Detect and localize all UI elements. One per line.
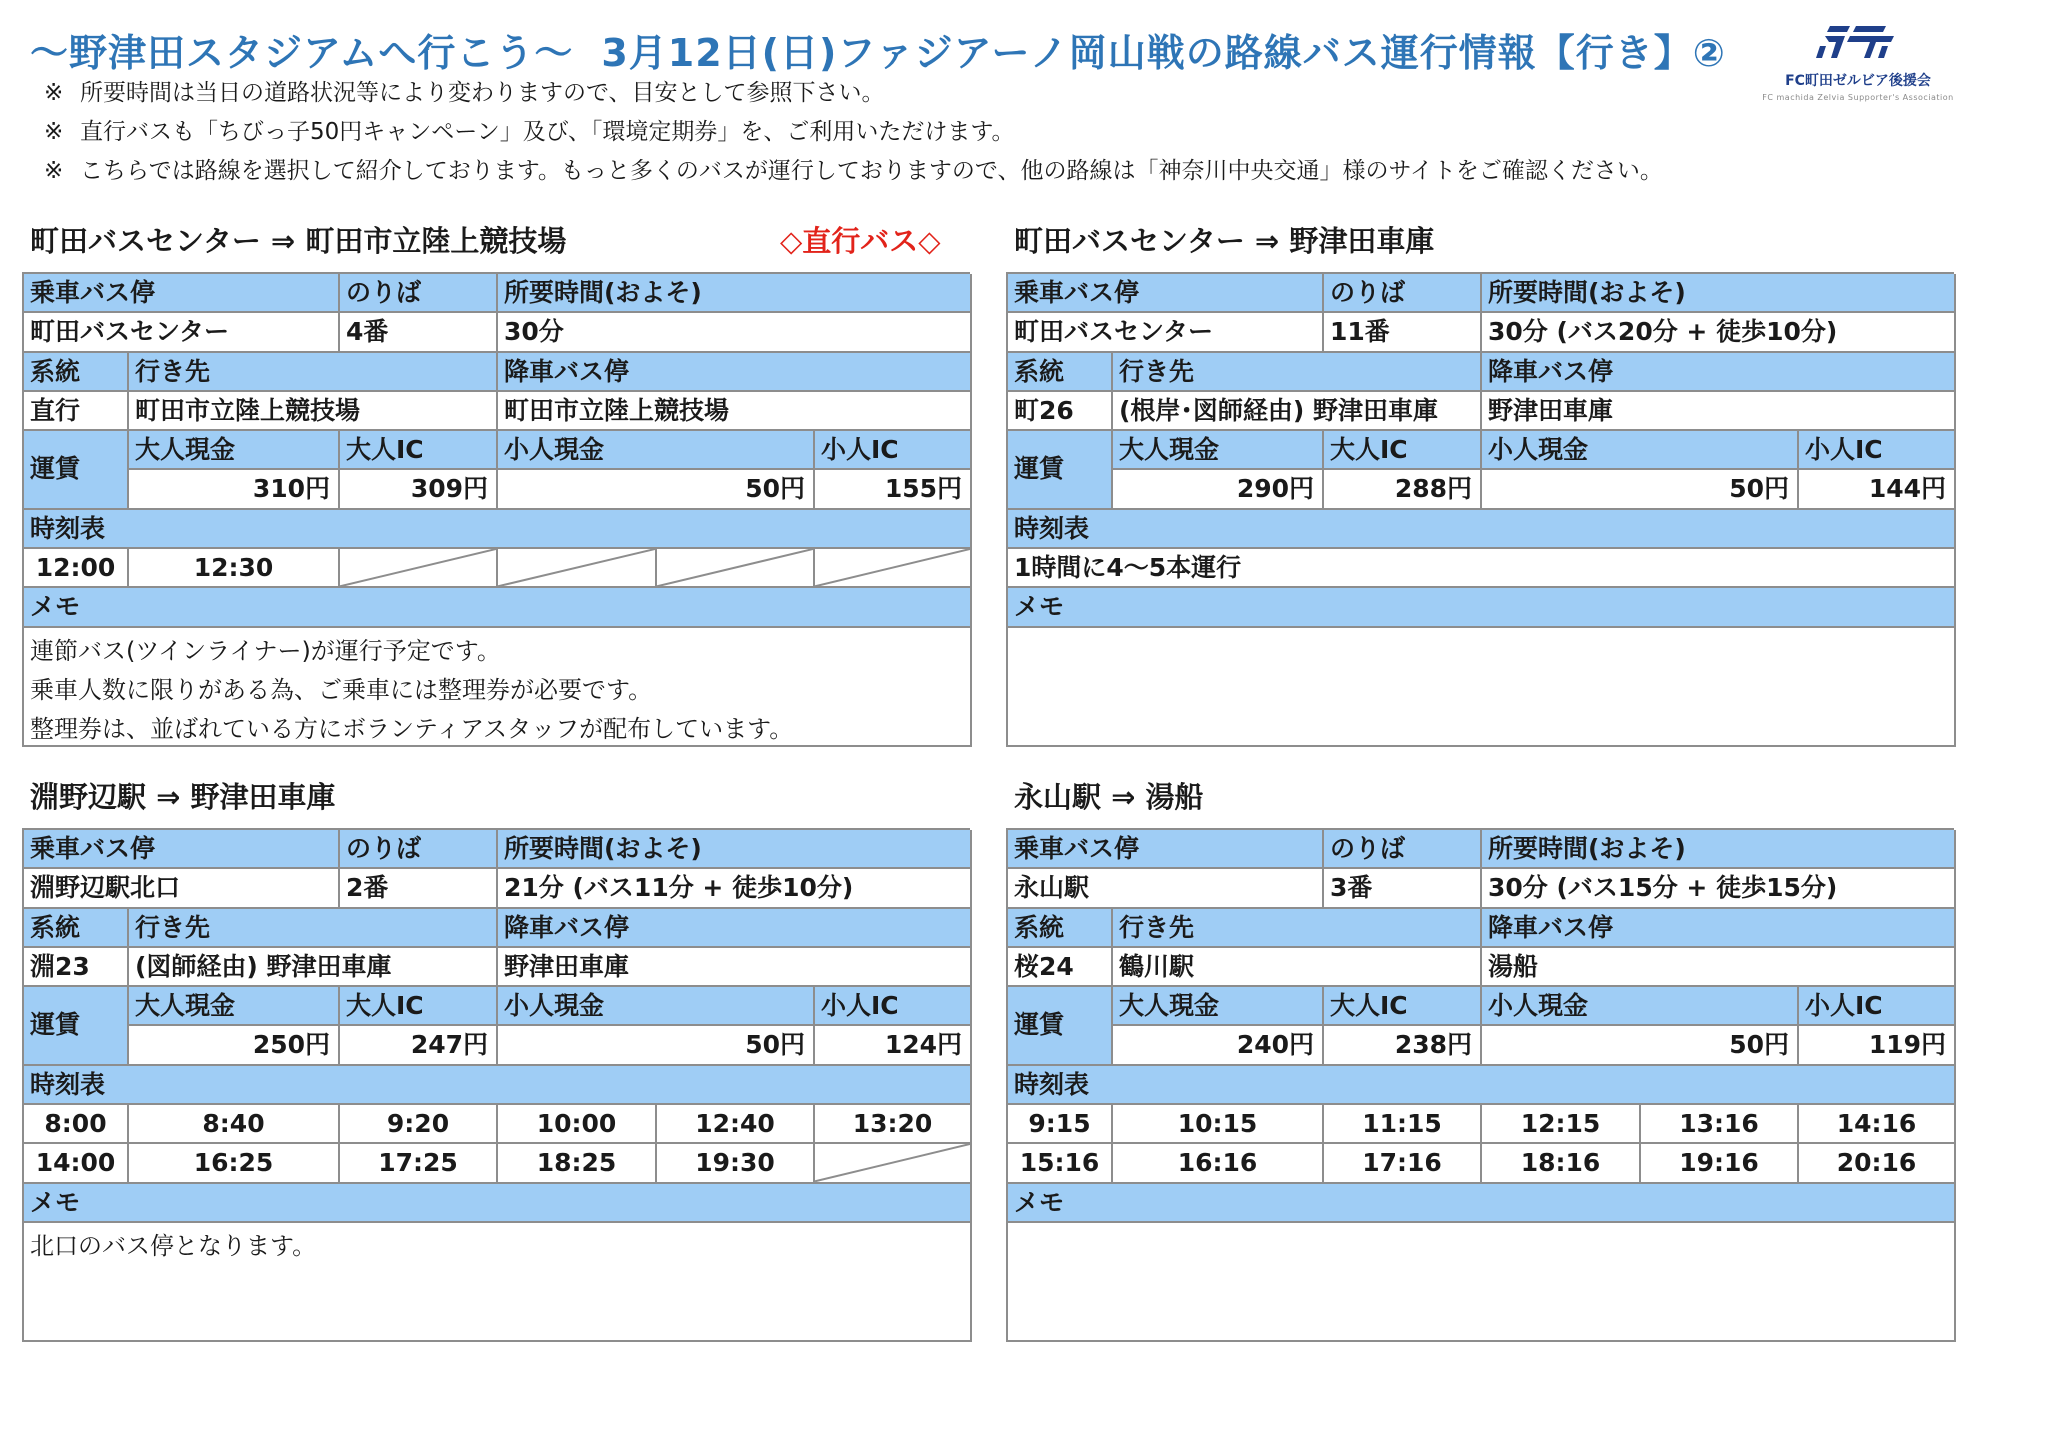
timetable-slot: 8:00: [24, 1105, 129, 1144]
memo-line: 連節バス(ツインライナー)が運行予定です。: [30, 636, 501, 665]
destination-value: (図師経由) 野津田車庫: [129, 948, 498, 987]
adult-ic-label: 大人IC: [1324, 987, 1482, 1026]
timetable-slot: 17:25: [340, 1144, 498, 1183]
association-logo: [1748, 20, 1968, 120]
boarding-stop-value: 永山駅: [1008, 869, 1324, 908]
memo-label: メモ: [24, 1184, 972, 1223]
adult-ic-value: 288円: [1324, 470, 1482, 509]
line-label: 系統: [24, 353, 129, 392]
adult-cash-label: 大人現金: [1113, 987, 1324, 1026]
line-value: 直行: [24, 392, 129, 431]
duration-label: 所要時間(およそ): [1482, 830, 1956, 869]
memo-label: メモ: [1008, 1184, 1956, 1223]
destination-label: 行き先: [129, 909, 498, 948]
alighting-stop-label: 降車バス停: [498, 353, 972, 392]
adult-ic-label: 大人IC: [1324, 431, 1482, 470]
route-panel: [1006, 828, 1954, 1342]
timetable-slot: 9:20: [340, 1105, 498, 1144]
destination-label: 行き先: [1113, 353, 1482, 392]
duration-label: 所要時間(およそ): [1482, 274, 1956, 313]
timetable-empty-slot: [657, 549, 815, 588]
adult-cash-value: 240円: [1113, 1026, 1324, 1065]
memo-line: 乗車人数に限りがある為、ご乗車には整理券が必要です。: [30, 675, 653, 704]
adult-ic-label: 大人IC: [340, 987, 498, 1026]
timetable-slot: 12:30: [129, 549, 340, 588]
line-value: 淵23: [24, 948, 129, 987]
timetable-slot: 17:16: [1324, 1144, 1482, 1183]
timetable-slot: 8:40: [129, 1105, 340, 1144]
route-panel: [22, 272, 970, 747]
machida-emblem-icon: [1816, 20, 1900, 64]
timetable-slot: 12:15: [1482, 1105, 1641, 1144]
timetable-slot: 19:16: [1641, 1144, 1799, 1183]
adult-ic-label: 大人IC: [340, 431, 498, 470]
child-ic-label: 小人IC: [1799, 431, 1956, 470]
timetable-slot: 14:00: [24, 1144, 129, 1183]
child-ic-value: 124円: [815, 1026, 972, 1065]
adult-ic-value: 247円: [340, 1026, 498, 1065]
timetable-slot: 13:16: [1641, 1105, 1799, 1144]
duration-label: 所要時間(およそ): [498, 830, 972, 869]
alighting-stop-value: 野津田車庫: [1482, 392, 1956, 431]
child-cash-value: 50円: [498, 470, 815, 509]
timetable-slot: 16:16: [1113, 1144, 1324, 1183]
alighting-stop-value: 野津田車庫: [498, 948, 972, 987]
note-item: [44, 152, 1663, 191]
child-ic-value: 119円: [1799, 1026, 1956, 1065]
adult-ic-value: 309円: [340, 470, 498, 509]
boarding-stop-value: 町田バスセンター: [1008, 313, 1324, 352]
memo-area: [24, 628, 972, 747]
route-panel: [22, 828, 970, 1342]
adult-ic-value: 238円: [1324, 1026, 1482, 1065]
timetable-slot: 18:16: [1482, 1144, 1641, 1183]
duration-value: 30分 (バス15分 + 徒歩15分): [1482, 869, 1956, 908]
platform-value: 3番: [1324, 869, 1482, 908]
timetable-label: 時刻表: [24, 510, 972, 549]
line-label: 系統: [24, 909, 129, 948]
destination-value: 町田市立陸上競技場: [129, 392, 498, 431]
page-title-part2: 3月12日(日)ファジアーノ岡山戦の路線バス運行情報【行き】②: [601, 31, 1726, 75]
child-ic-value: 144円: [1799, 470, 1956, 509]
timetable-empty-slot: [815, 1144, 972, 1183]
destination-value: 鶴川駅: [1113, 948, 1482, 987]
destination-value: (根岸･図師経由) 野津田車庫: [1113, 392, 1482, 431]
timetable-label: 時刻表: [24, 1066, 972, 1105]
memo-area: [1008, 1223, 1956, 1342]
platform-value: 11番: [1324, 313, 1482, 352]
timetable-slot: 19:30: [657, 1144, 815, 1183]
timetable-frequency: 1時間に4〜5本運行: [1008, 549, 1956, 588]
child-cash-label: 小人現金: [1482, 431, 1799, 470]
note-item: [44, 74, 1663, 113]
timetable-slot: 16:25: [129, 1144, 340, 1183]
timetable-slot: 11:15: [1324, 1105, 1482, 1144]
boarding-stop-label: 乗車バス停: [24, 274, 340, 313]
timetable-slot: 13:20: [815, 1105, 972, 1144]
alighting-stop-value: 町田市立陸上競技場: [498, 392, 972, 431]
route-title: 町田バスセンター ⇒ 町田市立陸上競技場: [30, 224, 567, 258]
child-ic-label: 小人IC: [815, 987, 972, 1026]
timetable-empty-slot: [340, 549, 498, 588]
boarding-stop-value: 町田バスセンター: [24, 313, 340, 352]
memo-area: [1008, 628, 1956, 747]
adult-cash-label: 大人現金: [1113, 431, 1324, 470]
child-ic-value: 155円: [815, 470, 972, 509]
line-value: 桜24: [1008, 948, 1113, 987]
timetable-slot: 15:16: [1008, 1144, 1113, 1183]
adult-cash-label: 大人現金: [129, 987, 340, 1026]
note-text: こちらでは路線を選択して紹介しております。もっと多くのバスが運行しておりますので、他の路線は「神奈川中央交通」様のサイトをご確認ください。: [80, 158, 1663, 184]
platform-label: のりば: [1324, 274, 1482, 313]
child-cash-value: 50円: [1482, 470, 1799, 509]
adult-cash-value: 290円: [1113, 470, 1324, 509]
route-panel: [1006, 272, 1954, 747]
child-cash-label: 小人現金: [498, 987, 815, 1026]
duration-label: 所要時間(およそ): [498, 274, 972, 313]
logo-subtext: FC machida Zelvia Supporter's Association: [1762, 93, 1954, 102]
child-cash-value: 50円: [498, 1026, 815, 1065]
memo-area: [24, 1223, 972, 1342]
duration-value: 30分: [498, 313, 972, 352]
fare-label: 運賃: [1008, 431, 1113, 510]
alighting-stop-label: 降車バス停: [1482, 909, 1956, 948]
note-mark: ※: [44, 119, 64, 145]
note-mark: ※: [44, 80, 64, 106]
destination-label: 行き先: [129, 353, 498, 392]
memo-line: 北口のバス停となります。: [30, 1231, 317, 1260]
line-value: 町26: [1008, 392, 1113, 431]
direct-bus-badge: ◇直行バス◇: [780, 224, 941, 258]
notes-list: [44, 74, 1663, 191]
platform-value: 4番: [340, 313, 498, 352]
logo-text: FC町田ゼルビア後援会: [1785, 73, 1931, 89]
alighting-stop-label: 降車バス停: [498, 909, 972, 948]
page-title: [30, 22, 1726, 77]
timetable-label: 時刻表: [1008, 510, 1956, 549]
platform-value: 2番: [340, 869, 498, 908]
duration-value: 21分 (バス11分 + 徒歩10分): [498, 869, 972, 908]
boarding-stop-label: 乗車バス停: [1008, 830, 1324, 869]
timetable-empty-slot: [498, 549, 657, 588]
timetable-slot: 12:40: [657, 1105, 815, 1144]
duration-value: 30分 (バス20分 + 徒歩10分): [1482, 313, 1956, 352]
child-cash-value: 50円: [1482, 1026, 1799, 1065]
adult-cash-value: 310円: [129, 470, 340, 509]
boarding-stop-label: 乗車バス停: [24, 830, 340, 869]
child-ic-label: 小人IC: [815, 431, 972, 470]
route-title: 淵野辺駅 ⇒ 野津田車庫: [30, 780, 336, 814]
timetable-slot: 10:00: [498, 1105, 657, 1144]
page-title-part1: 〜野津田スタジアムへ行こう〜: [30, 31, 574, 75]
fare-label: 運賃: [24, 987, 129, 1066]
boarding-stop-label: 乗車バス停: [1008, 274, 1324, 313]
route-title: 永山駅 ⇒ 湯船: [1014, 780, 1204, 814]
alighting-stop-value: 湯船: [1482, 948, 1956, 987]
note-text: 所要時間は当日の道路状況等により変わりますので、目安として参照下さい。: [80, 80, 885, 106]
timetable-empty-slot: [815, 549, 972, 588]
adult-cash-value: 250円: [129, 1026, 340, 1065]
timetable-slot: 14:16: [1799, 1105, 1956, 1144]
platform-label: のりば: [340, 830, 498, 869]
adult-cash-label: 大人現金: [129, 431, 340, 470]
destination-label: 行き先: [1113, 909, 1482, 948]
timetable-label: 時刻表: [1008, 1066, 1956, 1105]
line-label: 系統: [1008, 353, 1113, 392]
note-item: [44, 113, 1663, 152]
boarding-stop-value: 淵野辺駅北口: [24, 869, 340, 908]
timetable-slot: 9:15: [1008, 1105, 1113, 1144]
alighting-stop-label: 降車バス停: [1482, 353, 1956, 392]
child-cash-label: 小人現金: [1482, 987, 1799, 1026]
fare-label: 運賃: [1008, 987, 1113, 1066]
timetable-slot: 20:16: [1799, 1144, 1956, 1183]
memo-label: メモ: [24, 588, 972, 627]
child-ic-label: 小人IC: [1799, 987, 1956, 1026]
platform-label: のりば: [1324, 830, 1482, 869]
line-label: 系統: [1008, 909, 1113, 948]
timetable-slot: 10:15: [1113, 1105, 1324, 1144]
timetable-slot: 12:00: [24, 549, 129, 588]
child-cash-label: 小人現金: [498, 431, 815, 470]
timetable-slot: 18:25: [498, 1144, 657, 1183]
note-mark: ※: [44, 158, 64, 184]
memo-label: メモ: [1008, 588, 1956, 627]
platform-label: のりば: [340, 274, 498, 313]
memo-line: 整理券は、並ばれている方にボランティアスタッフが配布しています。: [30, 714, 794, 743]
fare-label: 運賃: [24, 431, 129, 510]
note-text: 直行バスも「ちびっ子50円キャンペーン」及び、「環境定期券」を、ご利用いただけます。: [80, 119, 1015, 145]
route-title: 町田バスセンター ⇒ 野津田車庫: [1014, 224, 1435, 258]
